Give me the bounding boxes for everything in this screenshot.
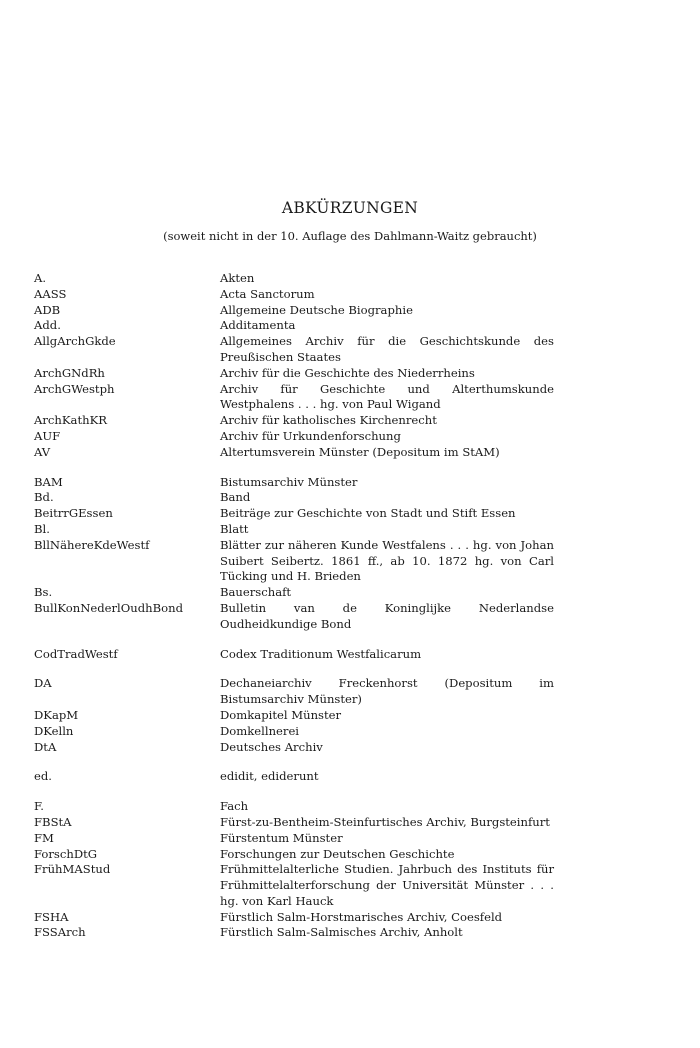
abbreviation-entry	[34, 522, 554, 538]
abbreviation-entry	[34, 318, 554, 334]
abbreviation-term: AllgArchGkde	[34, 334, 116, 349]
group-spacer	[34, 662, 554, 676]
abbreviation-definition: Allgemeine Deutsche Biographie	[220, 302, 413, 317]
abbreviation-term: Bs.	[34, 585, 53, 600]
abbreviation-definition: Fürst-zu-Bentheim-Steinfurtisches Archiv, Burgsteinfurt	[220, 814, 550, 829]
abbreviation-definition: Forschungen zur Deutschen Geschichte	[220, 846, 455, 861]
abbreviation-term: ForschDtG	[34, 846, 98, 861]
abbreviation-entry	[34, 910, 554, 926]
abbreviation-list	[34, 271, 554, 941]
abbreviation-definition: Fach	[220, 799, 249, 814]
abbreviation-definition: Domkapitel Münster	[220, 707, 342, 722]
abbreviation-entry	[34, 647, 554, 663]
abbreviation-definition: Deutsches Archiv	[220, 739, 323, 754]
abbreviation-term: BullKonNederlOudhBond	[34, 600, 183, 615]
abbreviation-definition: Bauerschaft	[220, 585, 292, 600]
abbreviation-term: A.	[34, 271, 47, 285]
abbreviation-entry	[34, 724, 554, 740]
abbreviation-entry	[34, 601, 554, 633]
abbreviation-term: ArchKathKR	[34, 413, 107, 428]
abbreviation-term: FBStA	[34, 814, 72, 829]
abbreviation-entry	[34, 445, 554, 461]
abbreviation-term: Bd.	[34, 490, 54, 505]
abbreviation-term: AASS	[34, 286, 67, 301]
abbreviation-entry	[34, 925, 554, 941]
abbreviation-entry	[34, 847, 554, 863]
abbreviation-entry	[34, 538, 554, 585]
abbreviation-entry	[34, 490, 554, 506]
abbreviation-term: BllNähereKdeWestf	[34, 537, 150, 552]
abbreviation-term: FrühMAStud	[34, 862, 111, 877]
abbreviation-definition: Archiv für Urkundenforschung	[220, 428, 401, 443]
abbreviation-entry	[34, 382, 554, 414]
abbreviation-term: DKelln	[34, 723, 74, 738]
abbreviation-definition: Band	[220, 490, 251, 505]
abbreviation-entry	[34, 708, 554, 724]
abbreviation-definition: Archiv für die Geschichte des Niederrheins	[220, 365, 475, 380]
abbreviation-definition: Frühmittelalterliche Studien. Jahrbuch des Instituts für Frühmittelalterforschung der Universität Münster . . . hg. von Karl Hauck	[220, 862, 554, 908]
page-subtitle: (soweit nicht in der 10. Auflage des Dahlmann-Waitz gebraucht)	[163, 229, 537, 243]
abbreviation-term: ArchGWestph	[34, 381, 115, 396]
abbreviation-term: BAM	[34, 474, 63, 489]
abbreviation-term: Add.	[34, 318, 61, 333]
abbreviation-definition: Fürstlich Salm-Salmisches Archiv, Anholt	[220, 925, 463, 940]
abbreviation-entry	[34, 831, 554, 847]
abbreviation-term: DA	[34, 676, 52, 691]
group-spacer	[34, 785, 554, 799]
abbreviation-term: BeitrrGEssen	[34, 506, 113, 521]
abbreviation-definition: Blatt	[220, 521, 249, 536]
abbreviation-definition: Blätter zur näheren Kunde Westfalens . . . hg. von Johan Suibert Seibertz. 1861 ff., ab 10. 1872 hg. von Carl Tücking und H. Brieden	[220, 537, 554, 584]
abbreviation-entry	[34, 769, 554, 785]
abbreviation-definition: Bistumsarchiv Münster	[220, 474, 358, 489]
abbreviation-definition: Fürstentum Münster	[220, 830, 343, 845]
abbreviation-definition: Fürstlich Salm-Horstmarisches Archiv, Coesfeld	[220, 909, 503, 924]
abbreviation-definition: Akten	[220, 271, 255, 285]
abbreviation-entry	[34, 862, 554, 909]
abbreviation-term: CodTradWestf	[34, 646, 118, 661]
abbreviation-definition: Dechaneiarchiv Freckenhorst (Depositum im Bistumsarchiv Münster)	[220, 676, 554, 707]
abbreviation-definition: Archiv für katholisches Kirchenrecht	[220, 413, 437, 428]
abbreviation-definition: Acta Sanctorum	[220, 286, 315, 301]
abbreviation-entry	[34, 676, 554, 708]
page-title: ABKÜRZUNGEN	[281, 199, 419, 217]
abbreviation-definition: edidit, ediderunt	[220, 769, 319, 784]
abbreviation-entry	[34, 585, 554, 601]
abbreviation-term: ArchGNdRh	[34, 365, 105, 380]
abbreviation-definition: Codex Traditionum Westfalicarum	[220, 646, 422, 661]
abbreviation-definition: Archiv für Geschichte und Alterthumskunde Westphalens . . . hg. von Paul Wigand	[220, 381, 554, 412]
abbreviation-entry	[34, 475, 554, 491]
abbreviation-entry	[34, 366, 554, 382]
abbreviation-definition: Bulletin van de Koninglijke Nederlandse Oudheidkundige Bond	[220, 600, 554, 631]
group-spacer	[34, 633, 554, 647]
abbreviation-entry	[34, 334, 554, 366]
abbreviation-term: ed.	[34, 769, 52, 784]
abbreviation-term: DtA	[34, 739, 57, 754]
abbreviation-entry	[34, 506, 554, 522]
abbreviation-term: F.	[34, 799, 44, 814]
abbreviation-term: Bl.	[34, 521, 50, 536]
abbreviation-definition: Altertumsverein Münster (Depositum im StAM)	[220, 444, 500, 459]
abbreviation-entry	[34, 287, 554, 303]
abbreviation-entry	[34, 740, 554, 756]
abbreviation-term: FSSArch	[34, 925, 86, 940]
abbreviation-definition: Domkellnerei	[220, 723, 300, 738]
abbreviation-term: FSHA	[34, 909, 69, 924]
abbreviation-term: ADB	[34, 302, 61, 317]
group-spacer	[34, 461, 554, 475]
abbreviation-entry	[34, 413, 554, 429]
abbreviation-term: AUF	[34, 428, 61, 443]
abbreviation-entry	[34, 799, 554, 815]
abbreviation-entry	[34, 429, 554, 445]
abbreviation-term: AV	[34, 444, 51, 459]
abbreviation-term: FM	[34, 830, 54, 845]
group-spacer	[34, 755, 554, 769]
abbreviation-entry	[34, 303, 554, 319]
abbreviation-term: DKapM	[34, 707, 79, 722]
abbreviation-entry	[34, 271, 554, 287]
abbreviation-definition: Allgemeines Archiv für die Geschichtskunde des Preußischen Staates	[220, 334, 554, 364]
abbreviation-entry	[34, 815, 554, 831]
abbreviation-definition: Beiträge zur Geschichte von Stadt und Stift Essen	[220, 506, 516, 521]
abbreviation-definition: Additamenta	[220, 318, 296, 333]
